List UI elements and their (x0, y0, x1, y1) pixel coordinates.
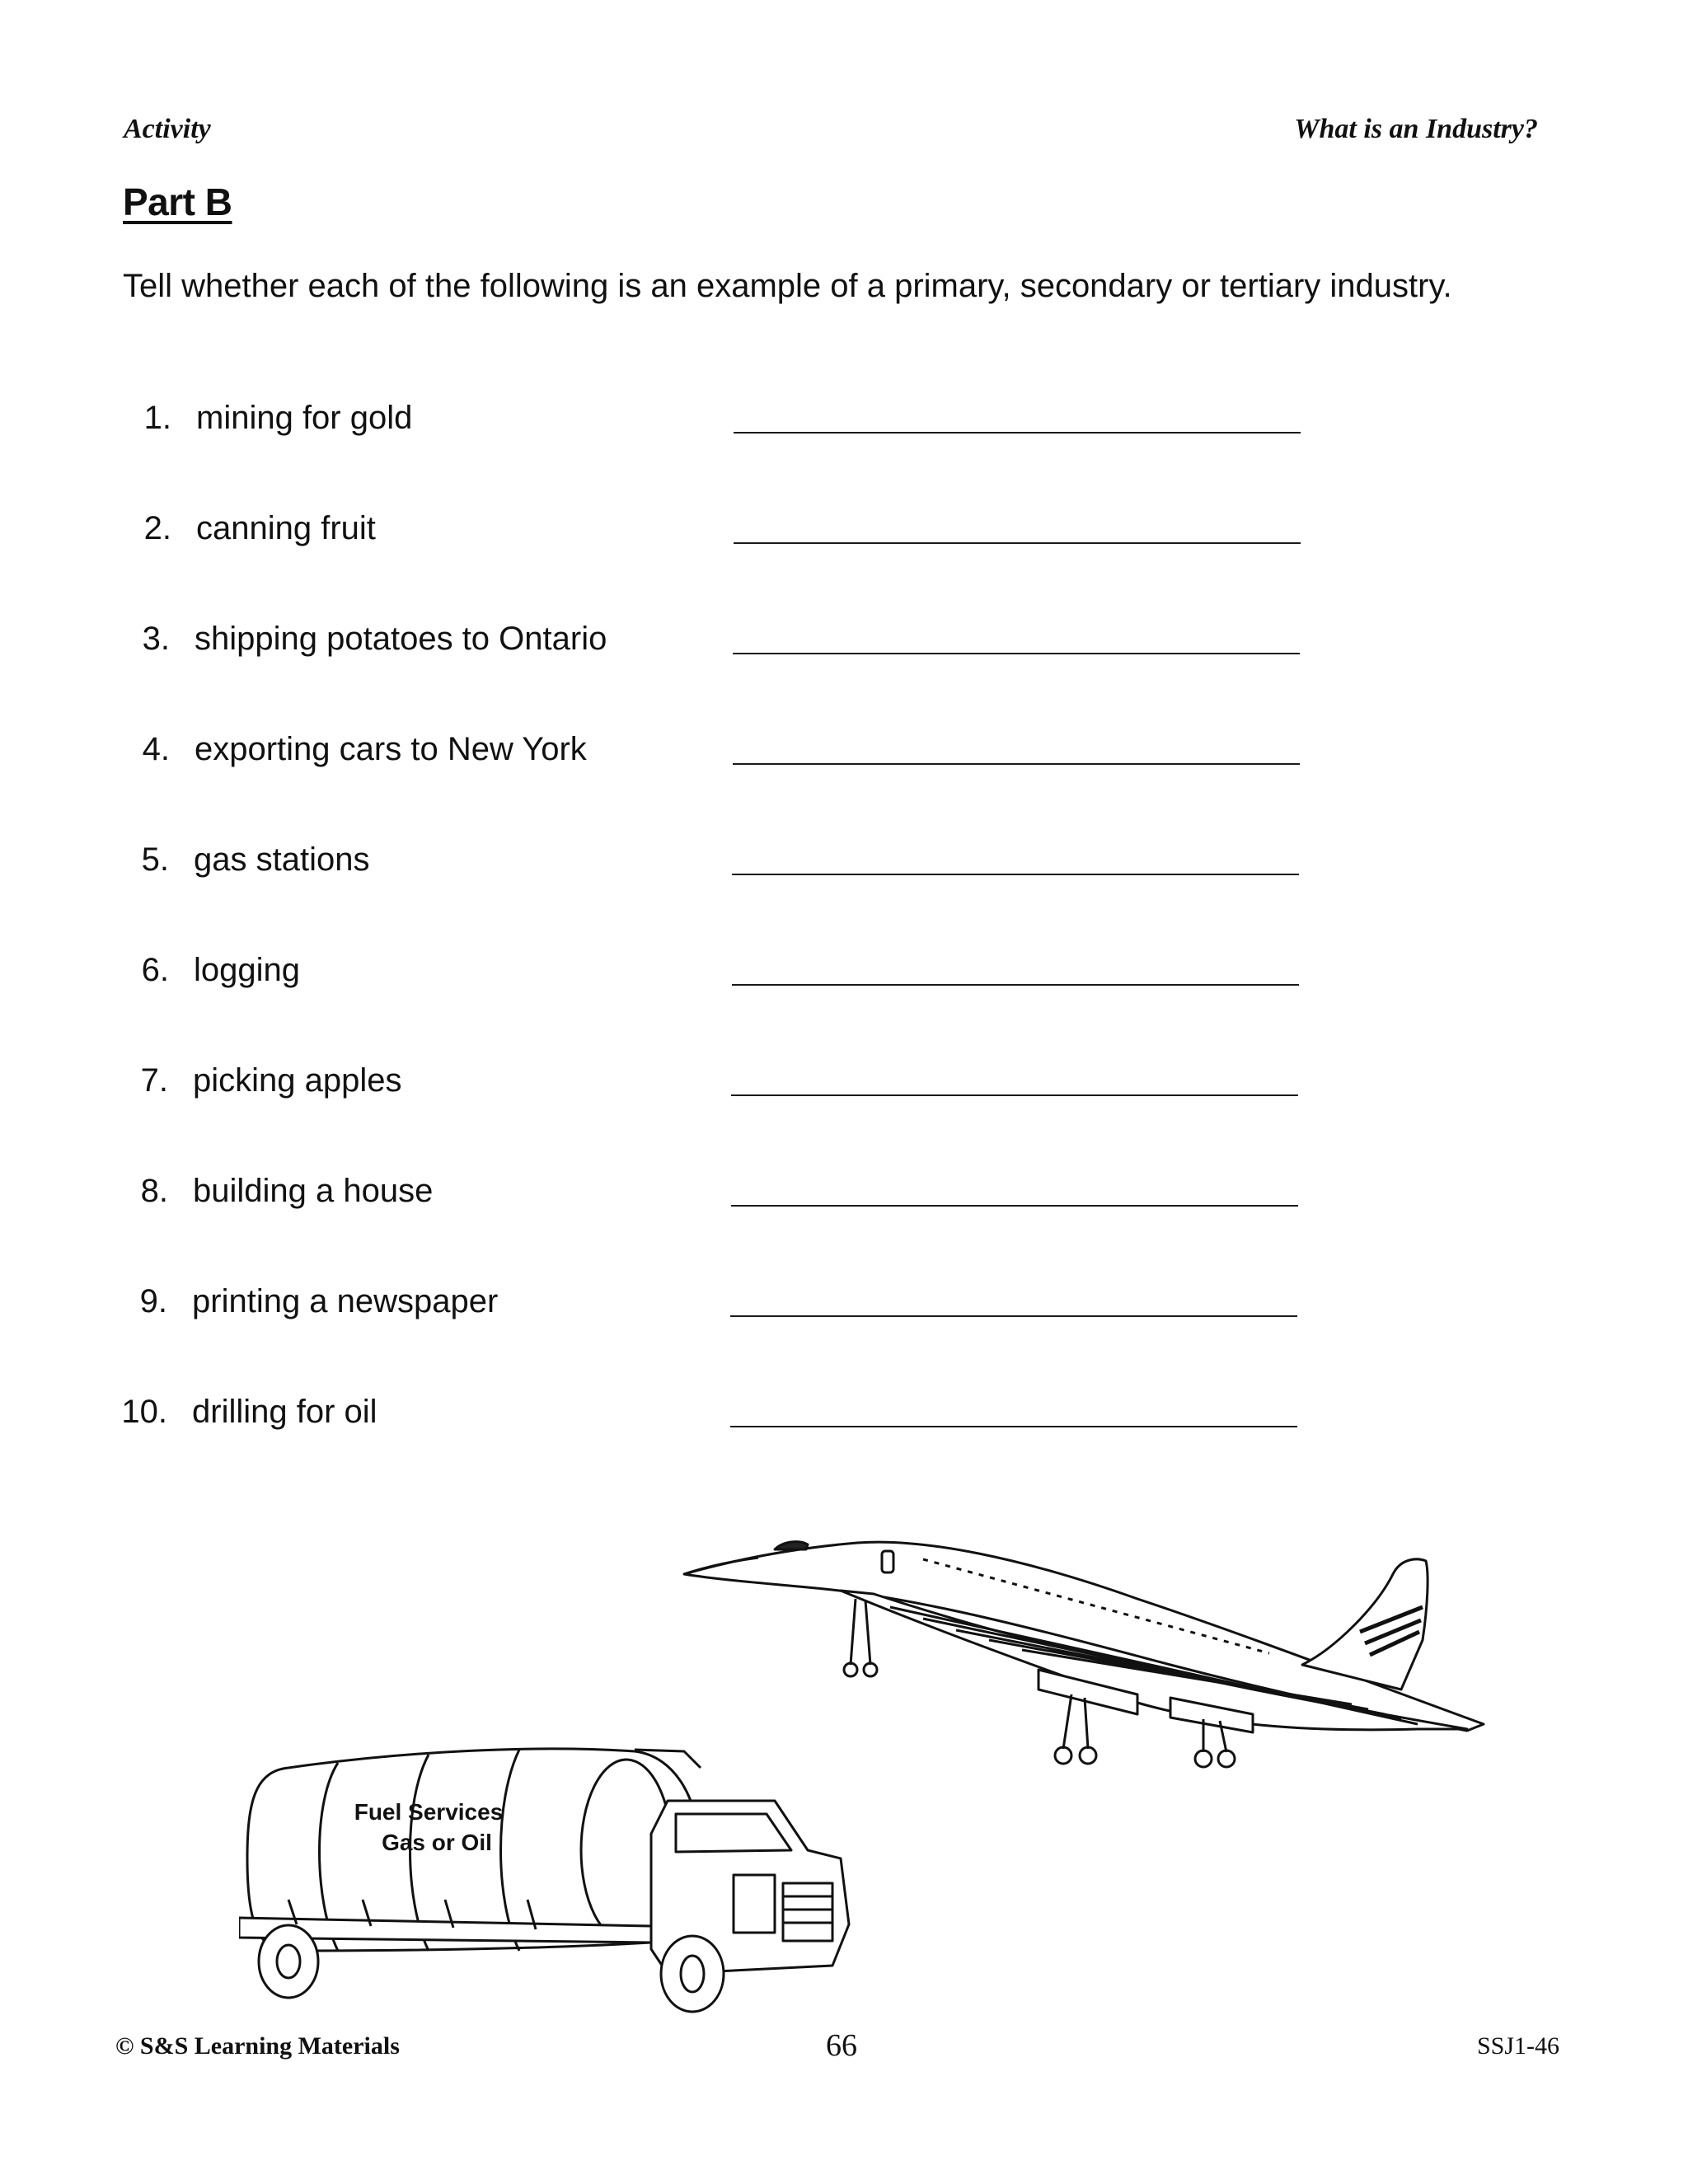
question-item (0, 1056, 1688, 1105)
question-text: picking apples (193, 1062, 402, 1099)
answer-line[interactable] (731, 1205, 1298, 1207)
page-number: 66 (826, 2028, 857, 2063)
question-number: 10. (121, 1394, 167, 1430)
product-code: SSJ1-46 (1476, 2032, 1559, 2060)
copyright: © S&S Learning Materials (115, 2032, 400, 2060)
answer-line[interactable] (734, 542, 1301, 544)
answer-line[interactable] (732, 874, 1299, 875)
question-text: building a house (193, 1173, 434, 1209)
question-number: 2. (143, 510, 171, 546)
question-number: 6. (141, 952, 169, 988)
question-item (0, 393, 1688, 443)
question-item (0, 504, 1688, 553)
instructions: Tell whether each of the following is an example of a primary, secondary or tertiary industry. (123, 268, 1452, 304)
question-text: logging (194, 952, 301, 988)
question-text: shipping potatoes to Ontario (195, 621, 607, 657)
question-number: 4. (142, 731, 170, 767)
question-item (0, 1166, 1688, 1216)
question-text: exporting cars to New York (195, 731, 587, 767)
answer-line[interactable] (730, 1426, 1297, 1427)
answer-line[interactable] (733, 763, 1300, 765)
question-item (0, 1277, 1688, 1326)
part-title: Part B (123, 180, 232, 223)
truck-label-line1: Fuel Services (354, 1799, 504, 1825)
question-item (0, 614, 1688, 663)
question-number: 1. (143, 400, 171, 436)
header-activity: Activity (124, 114, 211, 144)
answer-line[interactable] (731, 1094, 1298, 1096)
answer-line[interactable] (730, 1315, 1297, 1317)
fuel-truck-illustration (239, 1735, 874, 2015)
question-item (0, 724, 1688, 774)
header-title: What is an Industry? (1294, 114, 1538, 144)
question-number: 3. (142, 621, 170, 657)
answer-line[interactable] (733, 653, 1300, 654)
question-number: 8. (140, 1173, 168, 1209)
question-text: drilling for oil (192, 1394, 377, 1430)
question-number: 9. (139, 1283, 167, 1319)
question-text: mining for gold (196, 400, 413, 436)
truck-label-line2: Gas or Oil (382, 1830, 492, 1855)
question-number: 5. (141, 841, 169, 878)
question-item (0, 1387, 1688, 1436)
question-item (0, 945, 1688, 995)
answer-line[interactable] (732, 984, 1299, 986)
question-text: canning fruit (196, 510, 376, 546)
question-text: printing a newspaper (192, 1283, 499, 1319)
question-item (0, 835, 1688, 884)
question-number: 7. (140, 1062, 168, 1099)
question-text: gas stations (194, 841, 370, 878)
answer-line[interactable] (734, 432, 1301, 434)
